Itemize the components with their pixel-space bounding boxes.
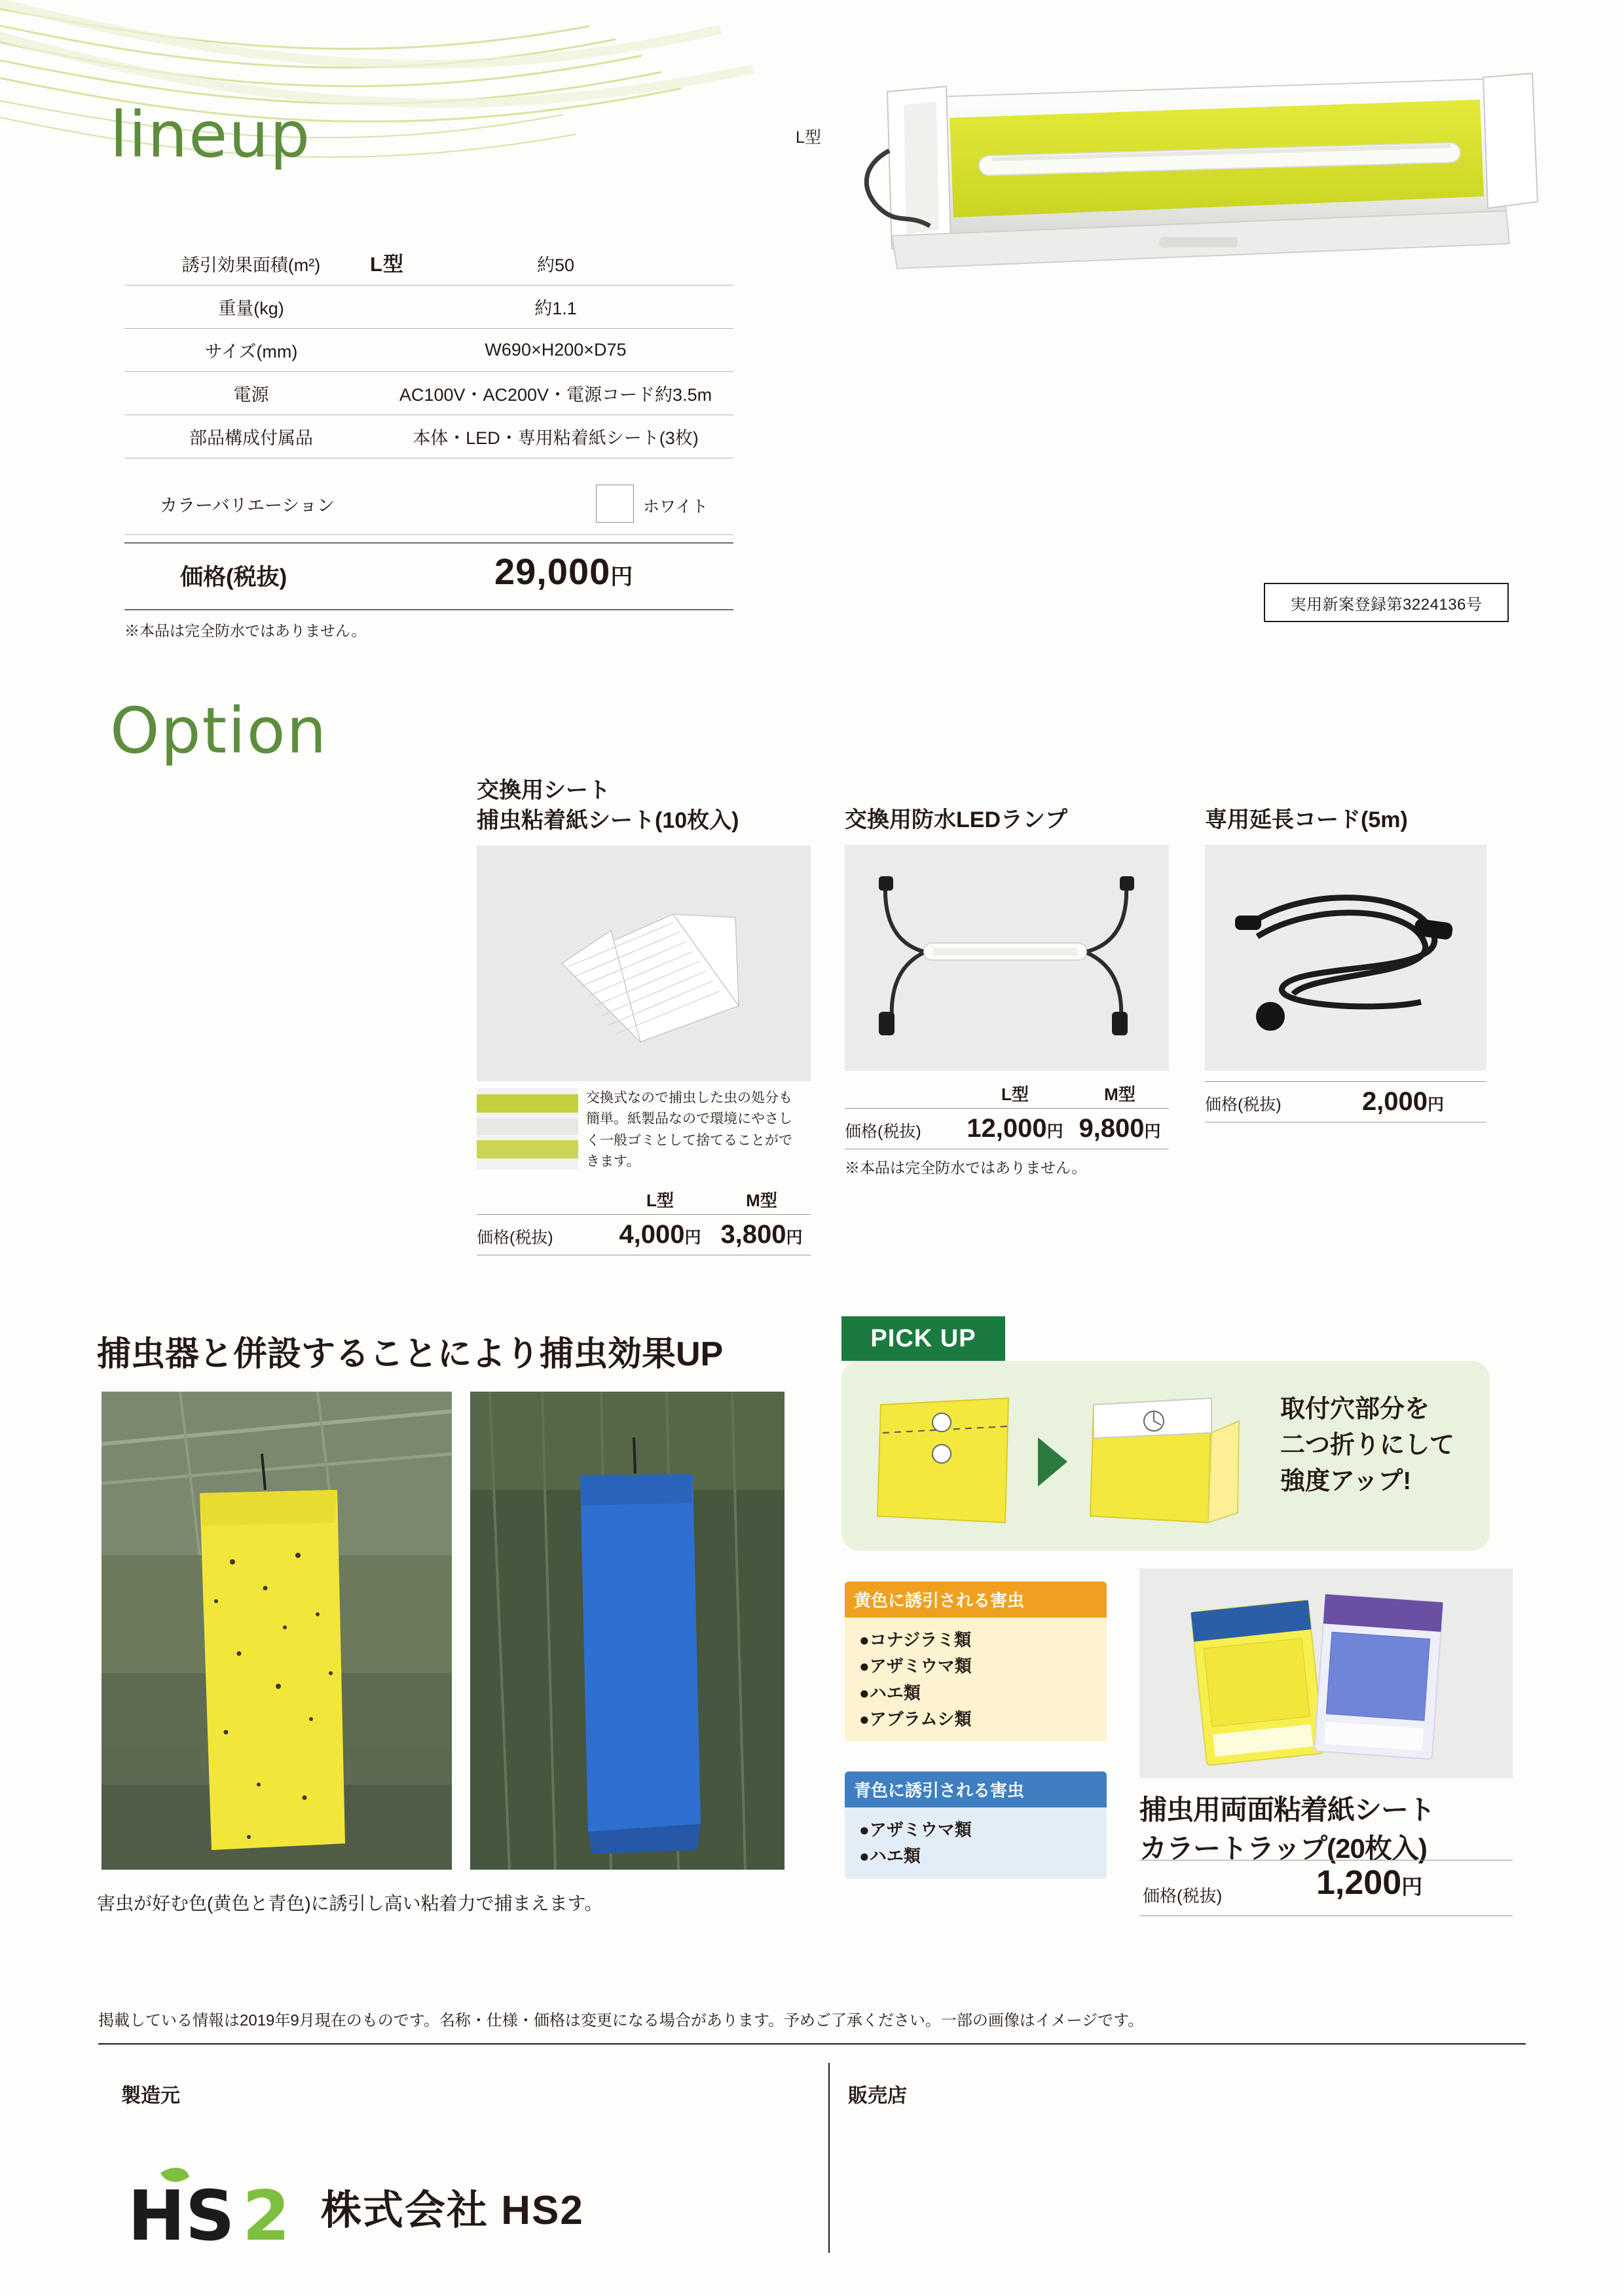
spec-value: 本体・LED・専用粘着紙シート(3枚) — [413, 428, 699, 448]
color-trap-title-line2: カラートラップ(20枚入) — [1139, 1832, 1427, 1864]
spec-value: AC100V・AC200V・電源コード約3.5m — [399, 385, 712, 405]
spec-label: 電源 — [233, 385, 269, 405]
footer-divider — [98, 2043, 1526, 2045]
option-item-lamp — [845, 805, 1179, 1177]
spec-label: 部品構成付属品 — [189, 428, 313, 448]
company-name: 株式会社 HS2 — [321, 2188, 584, 2233]
spec-value: 約50 — [536, 255, 575, 275]
photo-blue-trap — [470, 1392, 784, 1870]
hs2-logo — [121, 2161, 311, 2263]
lineup-title: lineup — [110, 98, 312, 172]
option-unit: 円 — [1428, 1095, 1445, 1114]
list-item: ●アザミウマ類 — [859, 1656, 972, 1676]
blue-insect-header: 青色に誘引される害虫 — [845, 1771, 1107, 1807]
photo-color-trap-package — [1139, 1568, 1513, 1778]
product-photo-caption: L型 — [796, 128, 821, 147]
blue-insect-box — [845, 1771, 1107, 1879]
option-col2-price: 9,800 — [1079, 1113, 1145, 1143]
color-trap-price-label: 価格(税抜) — [1143, 1886, 1223, 1906]
divider — [1139, 1860, 1513, 1861]
price-label: 価格(税抜) — [180, 565, 287, 590]
yellow-insect-header: 黄色に誘引される害虫 — [845, 1582, 1107, 1618]
option-title: Option — [110, 694, 328, 768]
blue-insect-list — [845, 1807, 1107, 1879]
option-description: 交換式なので捕虫した虫の処分も簡単。紙製品なので環境にやさしく一般ゴミとして捨てることができます。 — [586, 1090, 792, 1170]
list-item: ●アブラムシ類 — [859, 1709, 972, 1729]
option-heading-line2: 捕虫粘着紙シート(10枚入) — [477, 807, 739, 833]
divider — [124, 609, 733, 610]
svg-text:2: 2 — [242, 2176, 291, 2256]
option-col1-price: 12,000 — [967, 1113, 1047, 1143]
spec-value: W690×H200×D75 — [485, 340, 627, 360]
option-unit: 円 — [786, 1228, 803, 1247]
seller-label: 販売店 — [848, 2085, 907, 2107]
color-trap-price-unit: 円 — [1401, 1875, 1423, 1898]
color-trap-title — [1139, 1791, 1435, 1868]
spec-label: 誘引効果面積(m²) — [181, 255, 321, 275]
option-unit: 円 — [684, 1228, 701, 1247]
list-item: ●ハエ類 — [859, 1846, 921, 1866]
yellow-insect-box — [845, 1582, 1107, 1741]
footer-note: 掲載している情報は2019年9月現在のものです。名称・仕様・価格は変更になる場合があります。予めご了承ください。一部の画像はイメージです。 — [98, 2012, 1144, 2029]
option-unit: 円 — [1144, 1122, 1161, 1141]
pickup-text-line2: 二つ折りにして — [1280, 1432, 1455, 1460]
patent-badge: 実用新案登録第3224136号 — [1264, 583, 1509, 622]
yellow-insect-list — [845, 1618, 1107, 1741]
option-col1-price: 4,000 — [619, 1219, 685, 1249]
divider — [124, 534, 733, 535]
trap-caption: 害虫が好む色(黄色と青色)に誘引し高い粘着力で捕まえます。 — [97, 1893, 603, 1914]
color-trap-price-number: 1,200 — [1316, 1864, 1402, 1902]
svg-text:HS: HS — [128, 2176, 235, 2256]
pickup-text — [1280, 1392, 1454, 1500]
divider — [124, 542, 733, 544]
option-item-sheet — [477, 776, 811, 1255]
option-price-value: 2,000 — [1361, 1086, 1428, 1116]
color-trap-price — [1316, 1863, 1422, 1902]
pickup-tag: PICK UP — [841, 1316, 1005, 1361]
option-photo-lamp — [845, 845, 1169, 1071]
option-price-label: 価格(税抜) — [1205, 1095, 1282, 1114]
list-item: ●アザミウマ類 — [859, 1820, 972, 1840]
spec-column-header: L型 — [370, 253, 404, 276]
color-swatch-white — [596, 485, 634, 523]
list-item: ●コナジラミ類 — [859, 1630, 972, 1650]
option-heading-line1: 交換用防水LEDランプ — [845, 807, 1067, 832]
option-photo-cord — [1205, 845, 1486, 1071]
option-price-label: 価格(税抜) — [845, 1122, 921, 1141]
option-col2-head: M型 — [746, 1190, 777, 1210]
option-sample-strip — [477, 1088, 578, 1170]
spec-value: 約1.1 — [534, 299, 577, 318]
option-heading-line1: 交換用シート — [477, 778, 610, 803]
price-number: 29,000 — [494, 551, 611, 592]
option-heading-line1: 専用延長コード(5m) — [1205, 807, 1408, 832]
option-price-label: 価格(税抜) — [477, 1228, 553, 1247]
product-photo-l-type — [851, 72, 1539, 288]
spec-table — [124, 242, 733, 458]
spec-label: 重量(kg) — [218, 299, 284, 318]
footer-vertical-divider — [828, 2063, 830, 2253]
section-title-trap: 捕虫器と併設することにより捕虫効果UP — [97, 1335, 724, 1373]
option-note: ※本品は完全防水ではありません。 — [845, 1158, 1087, 1176]
color-swatch-label: ホワイト — [643, 498, 709, 516]
option-item-cord — [1205, 805, 1500, 1122]
option-col1-head: L型 — [646, 1190, 674, 1210]
waterproof-note: ※本品は完全防水ではありません。 — [124, 622, 367, 639]
color-variation-label: カラーバリエーション — [159, 496, 335, 515]
spec-label: サイズ(mm) — [204, 342, 298, 361]
option-col2-head: M型 — [1104, 1084, 1135, 1104]
price-unit: 円 — [610, 565, 634, 589]
pickup-illustration — [871, 1382, 1277, 1546]
list-item: ●ハエ類 — [859, 1682, 921, 1703]
price-value — [494, 550, 633, 593]
color-trap-title-line1: 捕虫用両面粘着紙シート — [1139, 1794, 1435, 1825]
photo-yellow-trap — [101, 1392, 452, 1870]
option-description-block — [477, 1088, 811, 1173]
pickup-text-line1: 取付穴部分を — [1280, 1396, 1430, 1423]
option-unit: 円 — [1046, 1122, 1063, 1141]
option-col1-head: L型 — [1001, 1084, 1029, 1104]
option-col2-price: 3,800 — [720, 1219, 786, 1249]
pickup-text-line3: 強度アップ! — [1280, 1468, 1411, 1496]
option-photo-sheet — [477, 845, 811, 1081]
maker-label: 製造元 — [121, 2085, 180, 2107]
